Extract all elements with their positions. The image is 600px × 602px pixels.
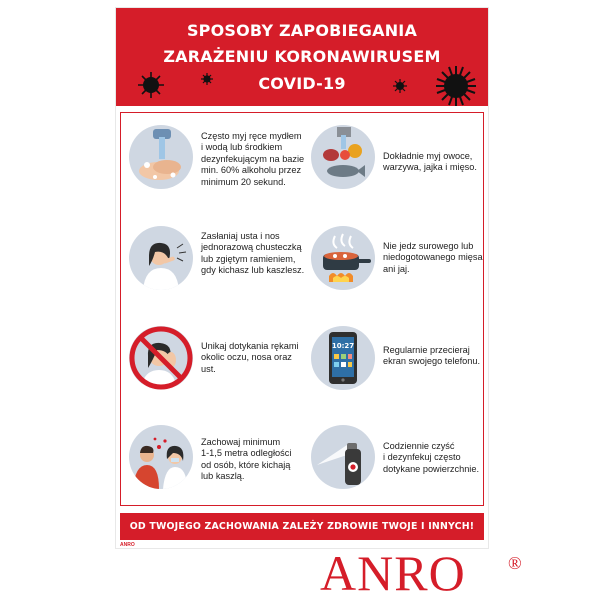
social-distance-icon — [129, 425, 193, 489]
tip-text: Zachowaj minimum 1-1,5 metra odległości od osób, które kichają lub kaszlą. — [201, 437, 292, 482]
registered-mark: ® — [508, 553, 522, 573]
poster-footer: OD TWOJEGO ZACHOWANIA ZALEŻY ZDROWIE TWOJE I INNYCH! — [120, 513, 484, 540]
small-logo: ANRO — [120, 542, 135, 548]
virus-icon — [392, 78, 408, 94]
phone-clock: 10:27 — [331, 342, 355, 350]
poster — [116, 8, 488, 548]
poster-header — [116, 8, 488, 106]
tip-text: Codziennie czyść i dezynfekuj często dotykane powierzchnie. — [383, 441, 480, 474]
virus-icon — [136, 70, 166, 100]
tip-text: Zasłaniaj usta i nos jednorazową chusteczką lub zgiętym ramieniem, gdy kichasz lub kaszlesz. — [201, 231, 305, 276]
tip-text: Nie jedz surowego lub niedogotowanego mięsa ani jaj. — [383, 241, 483, 274]
tip-text: Dokładnie myj owoce, warzywa, jajka i mięso. — [383, 151, 477, 173]
virus-icon — [200, 72, 214, 86]
woman-coughing-icon — [129, 226, 193, 290]
no-face-touching-icon — [129, 326, 193, 390]
title-line-2: ZARAŻENIU KORONAWIRUSEM — [163, 47, 441, 66]
brand-logo: ANRO — [320, 545, 466, 601]
spray-bottle-icon — [311, 425, 375, 489]
food-washing-icon — [311, 125, 375, 189]
tip-text: Często myj ręce mydłem i wodą lub środkiem dezynfekującym na bazie min. 60% alkoholu przez minimum 20 sekund. — [201, 131, 305, 187]
virus-icon — [434, 64, 478, 108]
cooking-pot-icon — [311, 226, 375, 290]
tip-text: Regularnie przecieraj ekran swojego telefonu. — [383, 345, 481, 367]
title-line-3: COVID-19 — [258, 74, 346, 93]
tip-text: Unikaj dotykania rękami okolic oczu, nosa oraz ust. — [201, 341, 299, 374]
title-line-1: SPOSOBY ZAPOBIEGANIA — [186, 21, 418, 40]
tips-panel — [120, 112, 484, 506]
hand-washing-icon — [129, 125, 193, 189]
smartphone-icon — [311, 326, 375, 390]
